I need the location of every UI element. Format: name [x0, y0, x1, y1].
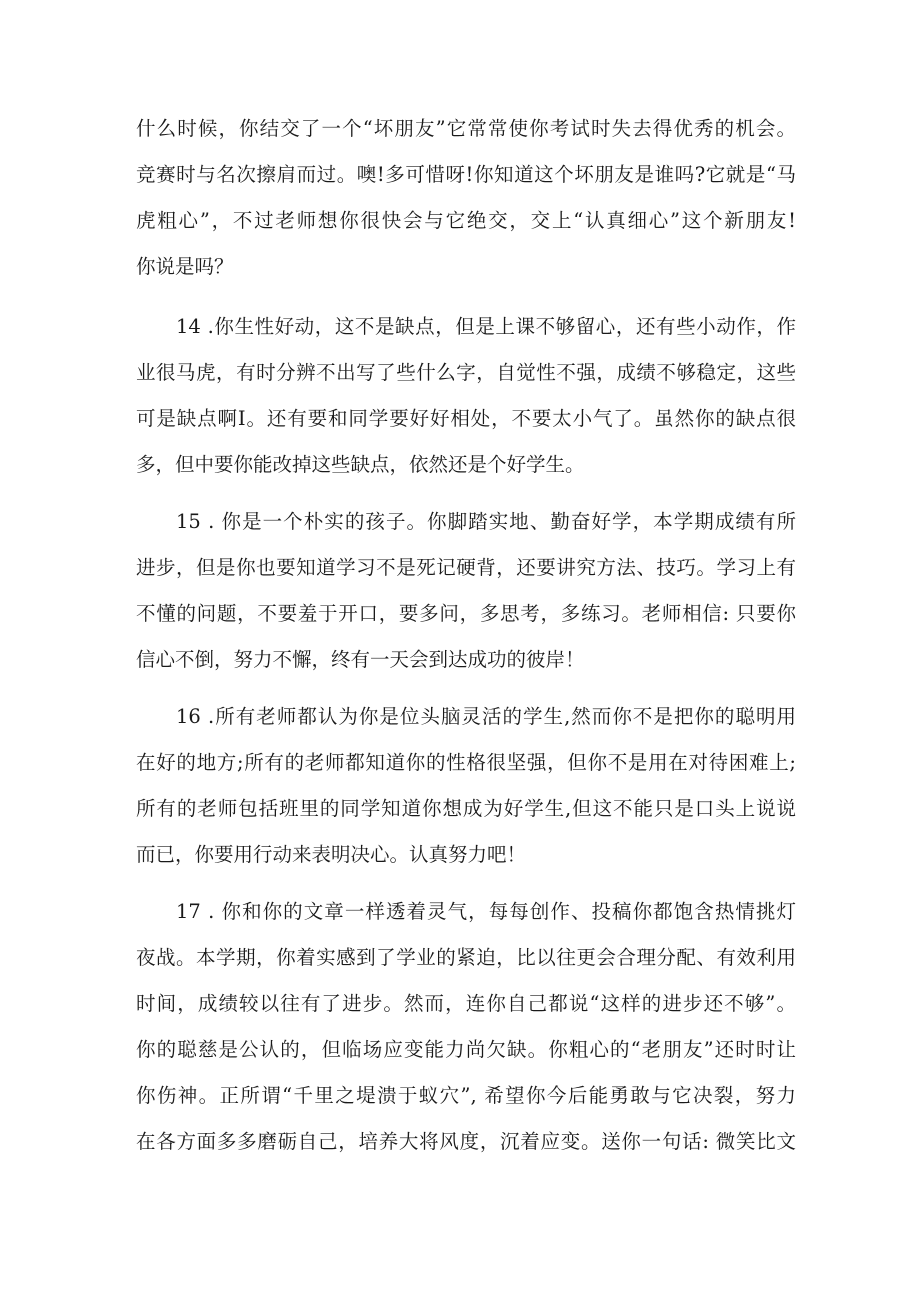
text-line: 虎粗心”，不过老师想你很快会与它绝交，交上“认真细心”这个新朋友! [136, 209, 796, 232]
text-line: 信心不倒，努力不懈，终有一天会到达成功的彼岸！ [136, 648, 585, 671]
text-line: 业很马虎，有时分辨不出写了些什么字，自觉性不强，成绩不够稳定，这些 [136, 361, 796, 384]
paragraph-16 [136, 694, 796, 878]
paragraph-14 [136, 304, 796, 488]
text-line: 夜战。本学期，你着实感到了学业的紧迫，比以往更会合理分配、有效利用 [136, 946, 796, 969]
text-line: 所有的老师包括班里的同学知道你想成为好学生,但这不能只是口头上说说 [136, 797, 796, 820]
text-line: 多，但中要你能改掉这些缺点，依然还是个好学生。 [136, 453, 585, 476]
text-line: 可是缺点啊I。还有要和同学要好好相处，不要太小气了。虽然你的缺点很 [136, 407, 796, 430]
text-line: 17 . 你和你的文章一样透着灵气，每每创作、投稿你都饱含热情挑灯 [176, 900, 796, 923]
paragraph-13-continued [136, 106, 796, 290]
text-line: 进步，但是你也要知道学习不是死记硬背，还要讲究方法、技巧。学习上有 [136, 556, 796, 579]
paragraph-15 [136, 499, 796, 683]
text-line: 在各方面多多磨砺自己，培养大将风度，沉着应变。送你一句话: 微笑比文 [136, 1130, 796, 1153]
text-line: 什么时候，你结交了一个“坏朋友”它常常使你考试时失去得优秀的机会。 [136, 117, 796, 140]
text-line: 15 . 你是一个朴实的孩子。你脚踏实地、勤奋好学，本学期成绩有所 [176, 510, 796, 533]
text-line: 16 .所有老师都认为你是位头脑灵活的学生,然而你不是把你的聪明用 [176, 705, 796, 728]
text-line: 你的聪慈是公认的，但临场应变能力尚欠缺。你粗心的“老朋友”还时时让 [136, 1038, 796, 1061]
text-line: 14 .你生性好动，这不是缺点，但是上课不够留心，还有些小动作，作 [176, 315, 796, 338]
text-line: 不懂的问题，不要羞于开口，要多问，多思考，多练习。老师相信: 只要你 [136, 602, 796, 625]
text-line: 在好的地方;所有的老师都知道你的性格很坚强，但你不是用在对待困难上; [136, 751, 796, 774]
text-line: 竞赛时与名次擦肩而过。噢!多可惜呀!你知道这个坏朋友是谁吗?它就是“马 [136, 163, 796, 186]
text-line: 而已，你要用行动来表明决心。认真努力吧！ [136, 843, 527, 866]
text-line: 时间，成绩较以往有了进步。然而，连你自己都说“这样的进步还不够”。 [136, 992, 796, 1015]
paragraph-17 [136, 889, 796, 1165]
text-line: 你说是吗？ [136, 255, 234, 278]
text-line: 你伤神。正所谓“千里之堤溃于蚁穴”, 希望你今后能勇敢与它决裂，努力 [136, 1084, 796, 1107]
